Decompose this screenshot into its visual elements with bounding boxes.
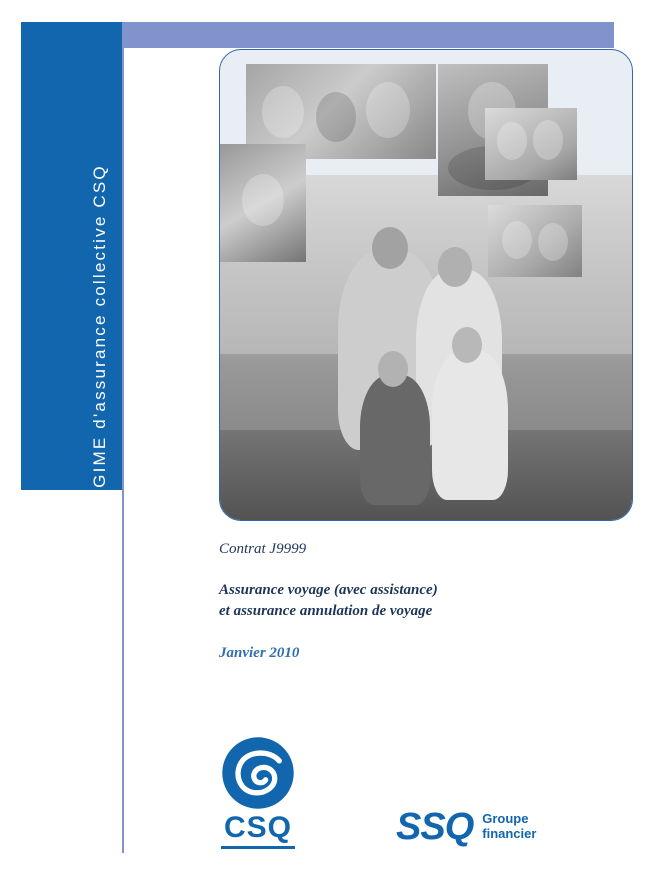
ssq-wordmark: SSQ xyxy=(396,806,474,848)
plan-title-text: RÉGIME d'assurance collective CSQ xyxy=(90,164,109,516)
csq-underline xyxy=(221,846,295,849)
ssq-logo xyxy=(396,808,536,846)
ssq-tagline-line-2: financier xyxy=(482,826,537,841)
product-title-line-1: Assurance voyage (avec assistance) xyxy=(219,582,438,598)
two-nurses-photo xyxy=(485,108,577,180)
spine-vertical-rule xyxy=(122,22,124,853)
document-info-block xyxy=(219,541,619,662)
ssq-tagline xyxy=(482,812,536,841)
ssq-tagline-line-1: Groupe xyxy=(482,811,529,827)
csq-logo xyxy=(213,735,303,850)
product-title xyxy=(219,580,619,621)
csq-spiral-icon xyxy=(220,735,296,811)
csq-wordmark: CSQ xyxy=(223,811,292,844)
plan-title-vertical xyxy=(90,80,110,600)
document-date: Janvier 2010 xyxy=(219,645,300,662)
boy-on-swing-photo xyxy=(220,144,306,262)
product-title-line-2: et assurance annulation de voyage xyxy=(219,602,433,619)
cover-photo-collage xyxy=(219,49,633,521)
two-women-outdoors-photo xyxy=(488,205,582,277)
contract-number: Contrat J9999 xyxy=(219,541,307,557)
